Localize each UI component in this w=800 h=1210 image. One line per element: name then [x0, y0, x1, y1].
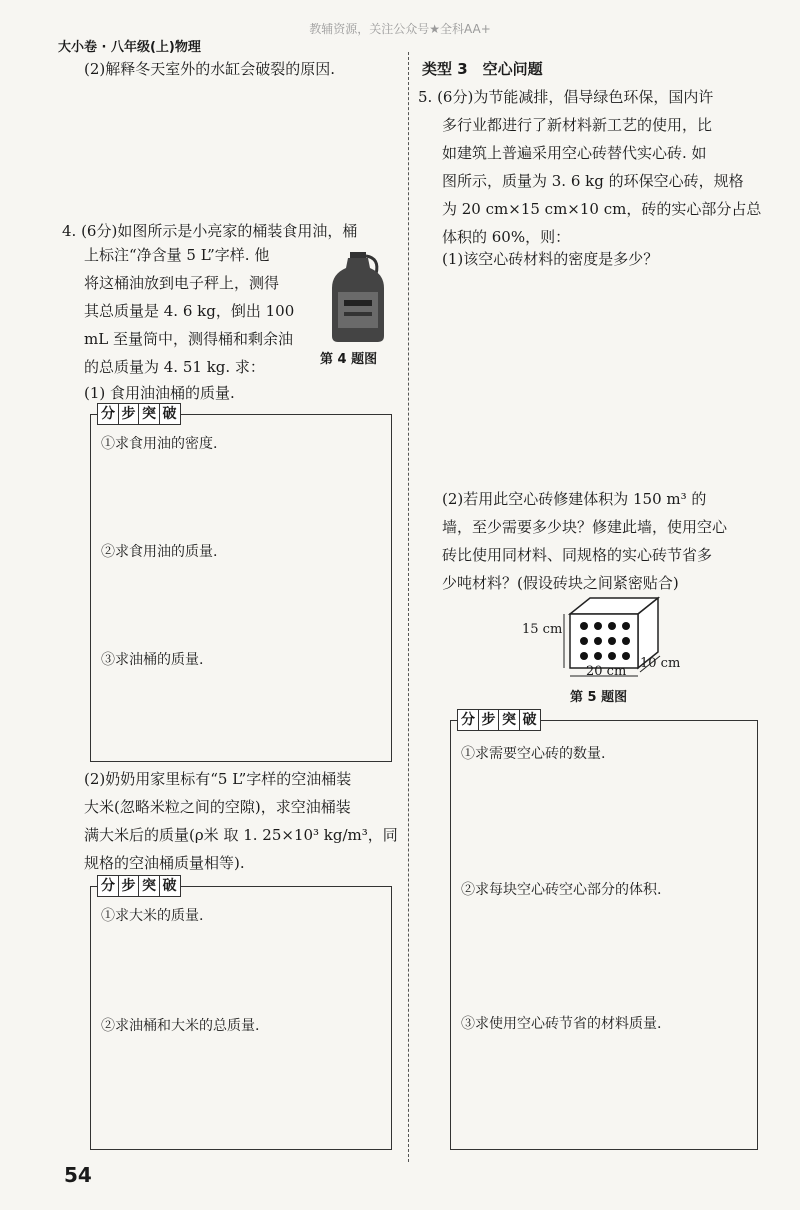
- box-title-char: 破: [519, 709, 541, 731]
- q5-line3: 如建筑上普遍采用空心砖替代实心砖. 如: [442, 144, 707, 162]
- q5-line1: 5. (6分)为节能减排，倡导绿色环保，国内许: [418, 88, 714, 106]
- box-title-char: 步: [118, 403, 140, 425]
- box-title-char: 突: [138, 875, 160, 897]
- step-box-3: [450, 712, 758, 1150]
- q5-line2: 多行业都进行了新材料新工艺的使用，比: [442, 116, 713, 134]
- box1-step1: ①求食用油的密度.: [101, 436, 218, 452]
- box-title-char: 突: [498, 709, 520, 731]
- step-box-title: [97, 875, 179, 897]
- q5-line6: 体积的 60%，则：: [442, 228, 571, 246]
- q5-figure-caption: 第 5 题图: [570, 690, 628, 705]
- q3-part2: (2)解释冬天室外的水缸会破裂的原因.: [84, 60, 336, 78]
- brick-depth-label: 10 cm: [640, 656, 681, 671]
- q4-part1: (1) 食用油油桶的质量.: [84, 384, 235, 402]
- box-title-char: 突: [138, 403, 160, 425]
- box3-step1: ①求需要空心砖的数量.: [461, 746, 606, 762]
- watermark: 教辅资源，关注公众号★全科AA+: [309, 22, 491, 36]
- running-header: 大小卷 · 八年级(上)物理: [58, 40, 201, 55]
- q5-part2-line3: 砖比使用同材料、同规格的实心砖节省多: [442, 546, 713, 564]
- q4-line2: 上标注“净含量 5 L”字样. 他: [84, 246, 270, 264]
- q5-part2-line1: (2)若用此空心砖修建体积为 150 m³ 的: [442, 490, 707, 508]
- oil-bottle-figure: [330, 248, 386, 344]
- step-box-1: [90, 406, 392, 762]
- q4-line5: mL 至量筒中，测得桶和剩余油: [84, 330, 293, 348]
- q4-part2-line4: 规格的空油桶质量相等).: [84, 854, 245, 872]
- q5-part1: (1)该空心砖材料的密度是多少？: [442, 250, 659, 268]
- box3-step3: ③求使用空心砖节省的材料质量.: [461, 1016, 662, 1032]
- box-title-char: 分: [97, 875, 119, 897]
- box-title-char: 分: [97, 403, 119, 425]
- q4-figure-caption: 第 4 题图: [320, 352, 378, 367]
- q4-line6: 的总质量为 4. 51 kg. 求：: [84, 358, 265, 376]
- q4-part2-line3: 满大米后的质量(ρ米 取 1. 25×10³ kg/m³，同: [84, 826, 398, 844]
- q4-part2-line2: 大米(忽略米粒之间的空隙)，求空油桶装: [84, 798, 351, 816]
- page-number: 54: [64, 1163, 92, 1187]
- step-box-title: [457, 709, 539, 731]
- q4-line4: 其总质量是 4. 6 kg，倒出 100: [84, 302, 295, 320]
- brick-width-label: 20 cm: [586, 664, 627, 679]
- step-box-2: [90, 878, 392, 1150]
- q5-line5: 为 20 cm×15 cm×10 cm，砖的实心部分占总: [442, 200, 762, 218]
- q5-part2-line2: 墙，至少需要多少块？修建此墙，使用空心: [442, 518, 728, 536]
- q5-line4: 图所示，质量为 3. 6 kg 的环保空心砖，规格: [442, 172, 744, 190]
- q4-line3: 将这桶油放到电子秤上，测得: [84, 274, 280, 292]
- box-title-char: 步: [478, 709, 500, 731]
- box-title-char: 破: [159, 403, 181, 425]
- box2-step2: ②求油桶和大米的总质量.: [101, 1018, 260, 1034]
- box-title-char: 步: [118, 875, 140, 897]
- brick-height-label: 15 cm: [522, 622, 563, 637]
- box-title-char: 破: [159, 875, 181, 897]
- q5-part2-line4: 少吨材料？(假设砖块之间紧密贴合): [442, 574, 679, 592]
- section-title: 类型 3 空心问题: [422, 60, 543, 78]
- step-box-title: [97, 403, 179, 425]
- box1-step2: ②求食用油的质量.: [101, 544, 218, 560]
- box1-step3: ③求油桶的质量.: [101, 652, 204, 668]
- box-title-char: 分: [457, 709, 479, 731]
- q4-line1: 4. (6分)如图所示是小亮家的桶装食用油，桶: [62, 222, 358, 240]
- box3-step2: ②求每块空心砖空心部分的体积.: [461, 882, 662, 898]
- column-divider: [408, 52, 409, 1162]
- box2-step1: ①求大米的质量.: [101, 908, 204, 924]
- q4-part2-line1: (2)奶奶用家里标有“5 L”字样的空油桶装: [84, 770, 352, 788]
